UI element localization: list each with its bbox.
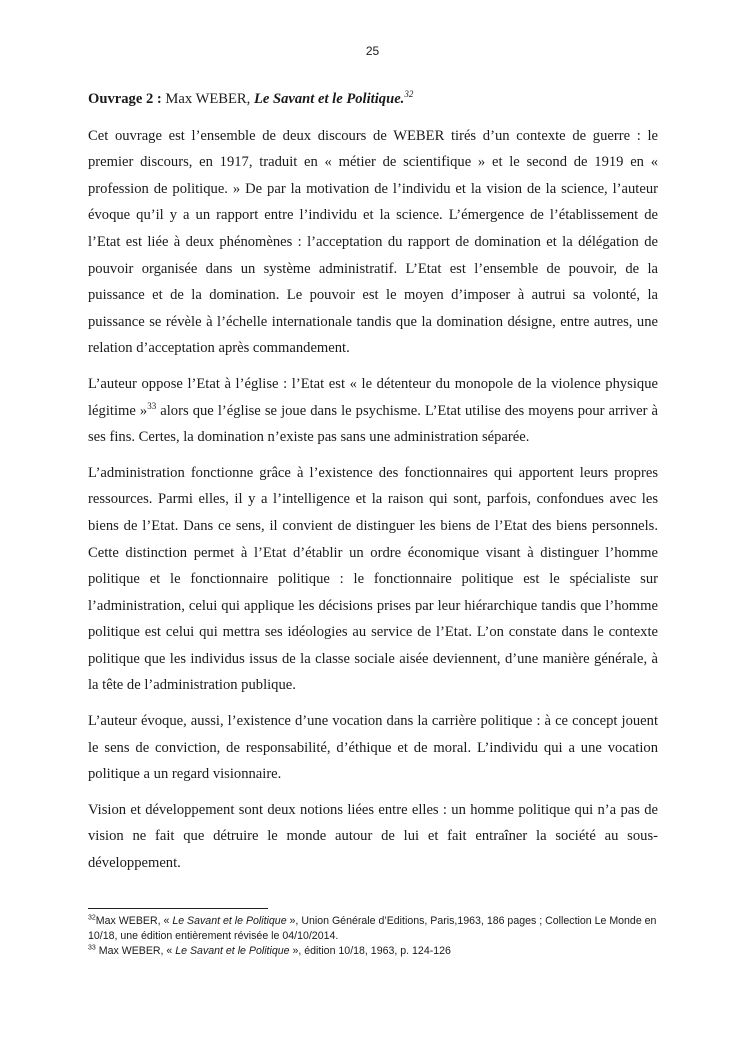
footnote-title: Le Savant et le Politique [175, 945, 290, 957]
footnote-divider [88, 908, 268, 909]
footnote-ref: 33 [147, 400, 157, 411]
paragraph: Cet ouvrage est l’ensemble de deux discours de WEBER tirés d’un contexte de guerre : le premier discours, en 1917, traduit en « métier de scientifique » et le second de 1919 en « profession de politique. » De par la motivation de l’individu et la vision de la science, l’auteur évoque qu’il y a un rapport entre l’individu et la science. L’émergence de l’établissement de l’Etat est liée à deux phénomènes : l’acceptation du rapport de domination et la délégation de pouvoir organisée dans un système administratif. L’Etat est l’ensemble de pouvoir, de la puissance et de la domination. Le pouvoir est le moyen d’imposer à autrui sa volonté, la puissance se révèle à l’échelle internationale tandis que la domination désigne, entre autres, une relation d’acceptation après commandement. [88, 127, 658, 357]
footnote [88, 914, 658, 944]
paragraph [88, 371, 658, 451]
heading-author: Max WEBER, [161, 91, 254, 107]
footnote-text: Max WEBER, « [95, 915, 173, 927]
heading-title: Le Savant et le Politique. [253, 91, 405, 107]
heading-label: Ouvrage 2 : [88, 91, 162, 107]
footnote-text: », Union Générale d’Editions, Paris,1963, 186 pages ; Collection Le Monde en 10/18, une édition entièrement révisée le 04/10/2014. [88, 915, 657, 942]
paragraph: Vision et développement sont deux notions liées entre elles : un homme politique qui n’a pas de vision ne fait que détruire le monde autour de lui et fait entraîner la société au sous-développement. [88, 801, 658, 872]
footnote-number: 32 [88, 914, 96, 922]
footnote [88, 944, 658, 959]
footnotes [88, 908, 658, 959]
main-text [88, 86, 658, 886]
page-number: 25 [365, 44, 380, 58]
section-heading [88, 86, 658, 113]
paragraph: L’auteur évoque, aussi, l’existence d’une vocation dans la carrière politique : à ce concept jouent le sens de conviction, de responsabilité, d’éthique et de moral. L’individu qui a une vocation politique a un regard visionnaire. [88, 713, 658, 783]
paragraph-text: alors que l’église se joue dans le psychisme. L’Etat utilise des moyens pour arriver à ses fins. Certes, la domination n’existe pas sans une administration séparée. [88, 402, 658, 446]
footnote-text: Max WEBER, « [95, 945, 176, 957]
footnote-number: 33 [88, 944, 96, 952]
heading-footnote-ref: 32 [404, 89, 414, 100]
footnote-text: », édition 10/18, 1963, p. 124-126 [289, 945, 451, 957]
paragraph-text: L’auteur oppose l’Etat à l’église : l’Etat est « le détenteur du monopole de la violence physique légitime » [88, 375, 658, 419]
footnote-title: Le Savant et le Politique [172, 915, 287, 927]
paragraph: L’administration fonctionne grâce à l’existence des fonctionnaires qui apportent leurs propres ressources. Parmi elles, il y a l’intelligence et la raison qui sont, parfois, confondues avec les biens de l’Etat. Dans ce sens, il convient de distinguer les biens de l’Etat des biens personnels. Cette distinction permet à l’Etat d’établir un ordre économique visant à distinguer l’homme politique et le fonctionnaire politique : le fonctionnaire politique est le spécialiste sur l’administration, celui qui applique les décisions prises par leur hiérarchique tandis que l’homme politique est celui qui mettra ses idéologies au service de l’Etat. L’on constate dans le contexte politique que les individus issus de la classe sociale aisée deviennent, d’une manière générale, à la tête de l’administration publique. [88, 464, 658, 694]
